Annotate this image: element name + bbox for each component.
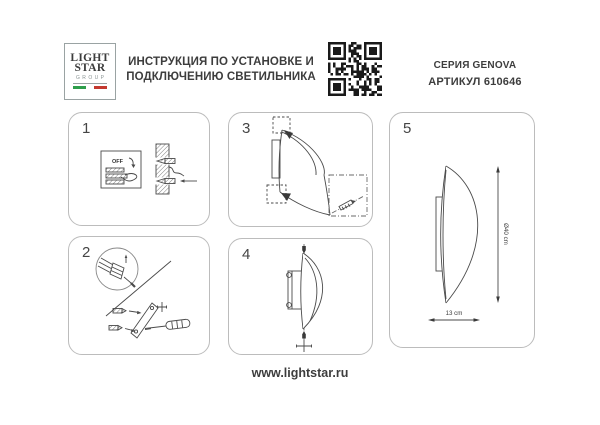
top-screw-icon bbox=[302, 246, 306, 254]
logo-divider bbox=[73, 83, 107, 84]
step-number-1: 1 bbox=[82, 120, 91, 137]
off-label: OFF bbox=[112, 159, 123, 165]
step-number-2: 2 bbox=[82, 244, 91, 261]
page-title-line1: ИНСТРУКЦИЯ ПО УСТАНОВКЕ И bbox=[128, 56, 314, 68]
screwdriver-tip-icon bbox=[124, 277, 131, 283]
switch-rocker bbox=[106, 168, 124, 172]
qr-code-icon bbox=[328, 42, 382, 96]
step-number-3: 3 bbox=[242, 120, 251, 137]
lamp-shade-icon bbox=[279, 130, 330, 215]
step-number-4: 4 bbox=[242, 246, 251, 263]
screwdriver-icon bbox=[145, 319, 190, 330]
article-label: АРТИКУЛ 610646 bbox=[428, 76, 522, 88]
step-panel-1 bbox=[68, 112, 210, 226]
fixing-screw-icon bbox=[332, 196, 364, 213]
logo-star: STAR bbox=[74, 61, 106, 74]
step-panel-5 bbox=[389, 112, 535, 348]
step-panel-3 bbox=[228, 112, 373, 227]
page-title bbox=[118, 55, 324, 85]
step3-attach-shade-diagram bbox=[229, 113, 372, 226]
bracket-screw-2 bbox=[109, 326, 136, 333]
lamp-shade-icon bbox=[301, 253, 323, 329]
lamp-shade-icon bbox=[441, 166, 478, 303]
logo-flag-marks bbox=[73, 86, 107, 89]
wire-icon bbox=[169, 167, 184, 176]
step1-switch-off-diagram bbox=[69, 113, 209, 225]
logo-group: GROUP bbox=[76, 75, 107, 82]
step4-fix-shade-diagram bbox=[229, 239, 372, 354]
step5-dimensions-diagram bbox=[390, 113, 534, 347]
cross-screw-marker bbox=[157, 302, 167, 312]
step-number-5: 5 bbox=[403, 120, 412, 137]
wall-section bbox=[156, 144, 169, 194]
step2-wiring-diagram bbox=[69, 237, 209, 354]
logo-light: LIGHT bbox=[70, 52, 110, 65]
website-url: www.lightstar.ru bbox=[251, 366, 349, 380]
bracket-screw-1 bbox=[113, 309, 142, 315]
lightstar-logo bbox=[64, 43, 116, 100]
depth-dimension bbox=[428, 310, 480, 322]
page-title-line2: ПОДКЛЮЧЕНИЮ СВЕТИЛЬНИКА bbox=[126, 71, 316, 83]
diameter-label: Ø40 cm bbox=[502, 223, 509, 245]
wall-bracket-icon bbox=[287, 271, 302, 309]
logo-red-mark bbox=[94, 86, 107, 89]
series-label: СЕРИЯ GENOVA bbox=[433, 60, 517, 71]
step-panel-2 bbox=[68, 236, 210, 355]
depth-label: 13 cm bbox=[445, 310, 463, 317]
product-info bbox=[400, 60, 550, 88]
cross-screw-marker bbox=[296, 340, 312, 352]
height-dimension bbox=[496, 166, 509, 303]
bottom-screw-icon bbox=[302, 331, 306, 339]
logo-green-mark bbox=[73, 86, 86, 89]
bracket-position-outline bbox=[329, 175, 367, 216]
step-panel-4 bbox=[228, 238, 373, 355]
